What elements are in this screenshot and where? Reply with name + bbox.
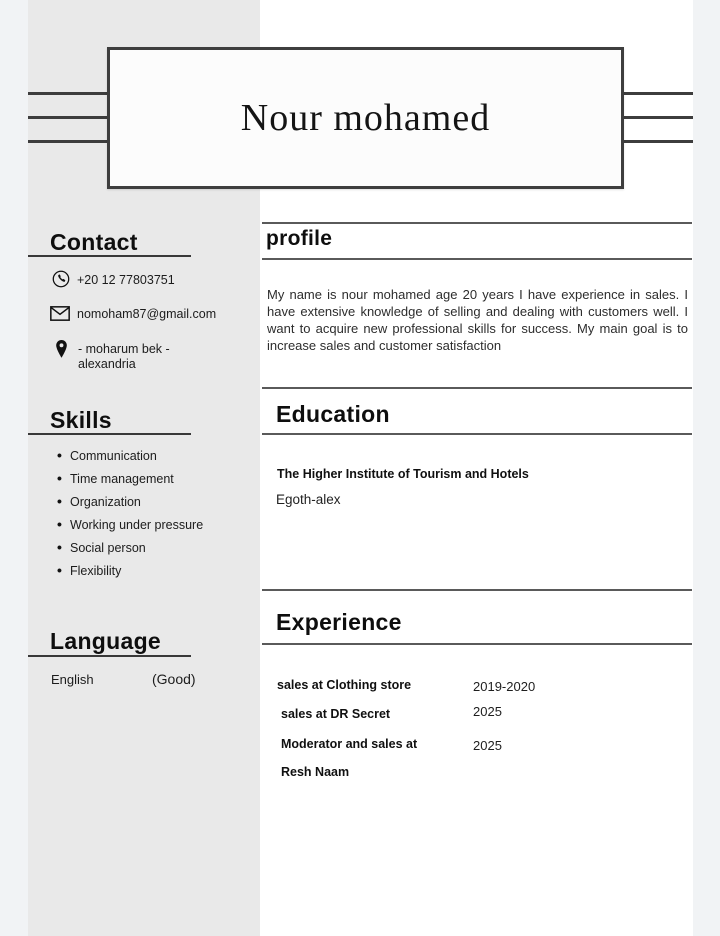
experience-role: sales at DR Secret (281, 707, 391, 721)
experience-period: 2025 (473, 704, 502, 719)
experience-heading: Experience (276, 609, 402, 635)
experience-role: Resh Naam (281, 765, 350, 779)
skill-item: • Flexibility (70, 564, 121, 578)
skill-item: • Organization (70, 495, 141, 509)
experience-period: 2019-2020 (473, 679, 536, 694)
skill-item: • Social person (70, 541, 146, 555)
education-heading-rule (262, 433, 692, 435)
contact-heading-rule (28, 255, 191, 257)
skill-item: • Working under pressure (70, 518, 203, 532)
education-heading: Education (276, 401, 390, 427)
decorative-line-left-2 (28, 116, 107, 119)
profile-heading-rule (262, 258, 692, 260)
decorative-line-left-3 (28, 140, 107, 143)
experience-period: 2025 (473, 738, 502, 753)
decorative-line-left-1 (28, 92, 107, 95)
experience-role: Moderator and sales at (281, 737, 418, 751)
profile-text: My name is nour mohamed age 20 years I have experience in sales. I have extensive knowledge of selling and dealing with customers well. I want to acquire new professional skills for success. My main goal is to increase sales and customer satisfaction (267, 287, 688, 353)
skills-heading-rule (28, 433, 191, 435)
education-school: The Higher Institute of Tourism and Hotels (277, 467, 529, 481)
education-location: Egoth-alex (276, 492, 341, 507)
skill-item: • Time management (70, 472, 174, 486)
email-icon (50, 306, 70, 326)
contact-heading: Contact (50, 229, 138, 255)
language-level: (Good) (152, 671, 196, 687)
decorative-line-right-3 (624, 140, 693, 143)
experience-role: sales at Clothing store (277, 678, 412, 692)
person-name: Nour mohamed (240, 97, 491, 139)
contact-location-line1: - moharum bek - (78, 342, 170, 356)
contact-location-line2: alexandria (78, 357, 136, 371)
language-heading: Language (50, 628, 162, 654)
profile-top-rule (262, 222, 692, 224)
name-banner (107, 47, 624, 189)
language-name: English (51, 672, 94, 687)
profile-bottom-rule (262, 387, 692, 389)
phone-icon (52, 270, 70, 293)
decorative-line-right-2 (624, 116, 693, 119)
skill-item: • Communication (70, 449, 157, 463)
skills-heading: Skills (50, 407, 112, 433)
education-bottom-rule (262, 589, 692, 591)
profile-heading: profile (266, 227, 333, 250)
contact-phone: +20 12 77803751 (77, 273, 175, 287)
decorative-line-right-1 (624, 92, 693, 95)
language-heading-rule (28, 655, 191, 657)
location-icon (54, 339, 69, 364)
contact-email: nomoham87@gmail.com (77, 307, 217, 321)
experience-heading-rule (262, 643, 692, 645)
